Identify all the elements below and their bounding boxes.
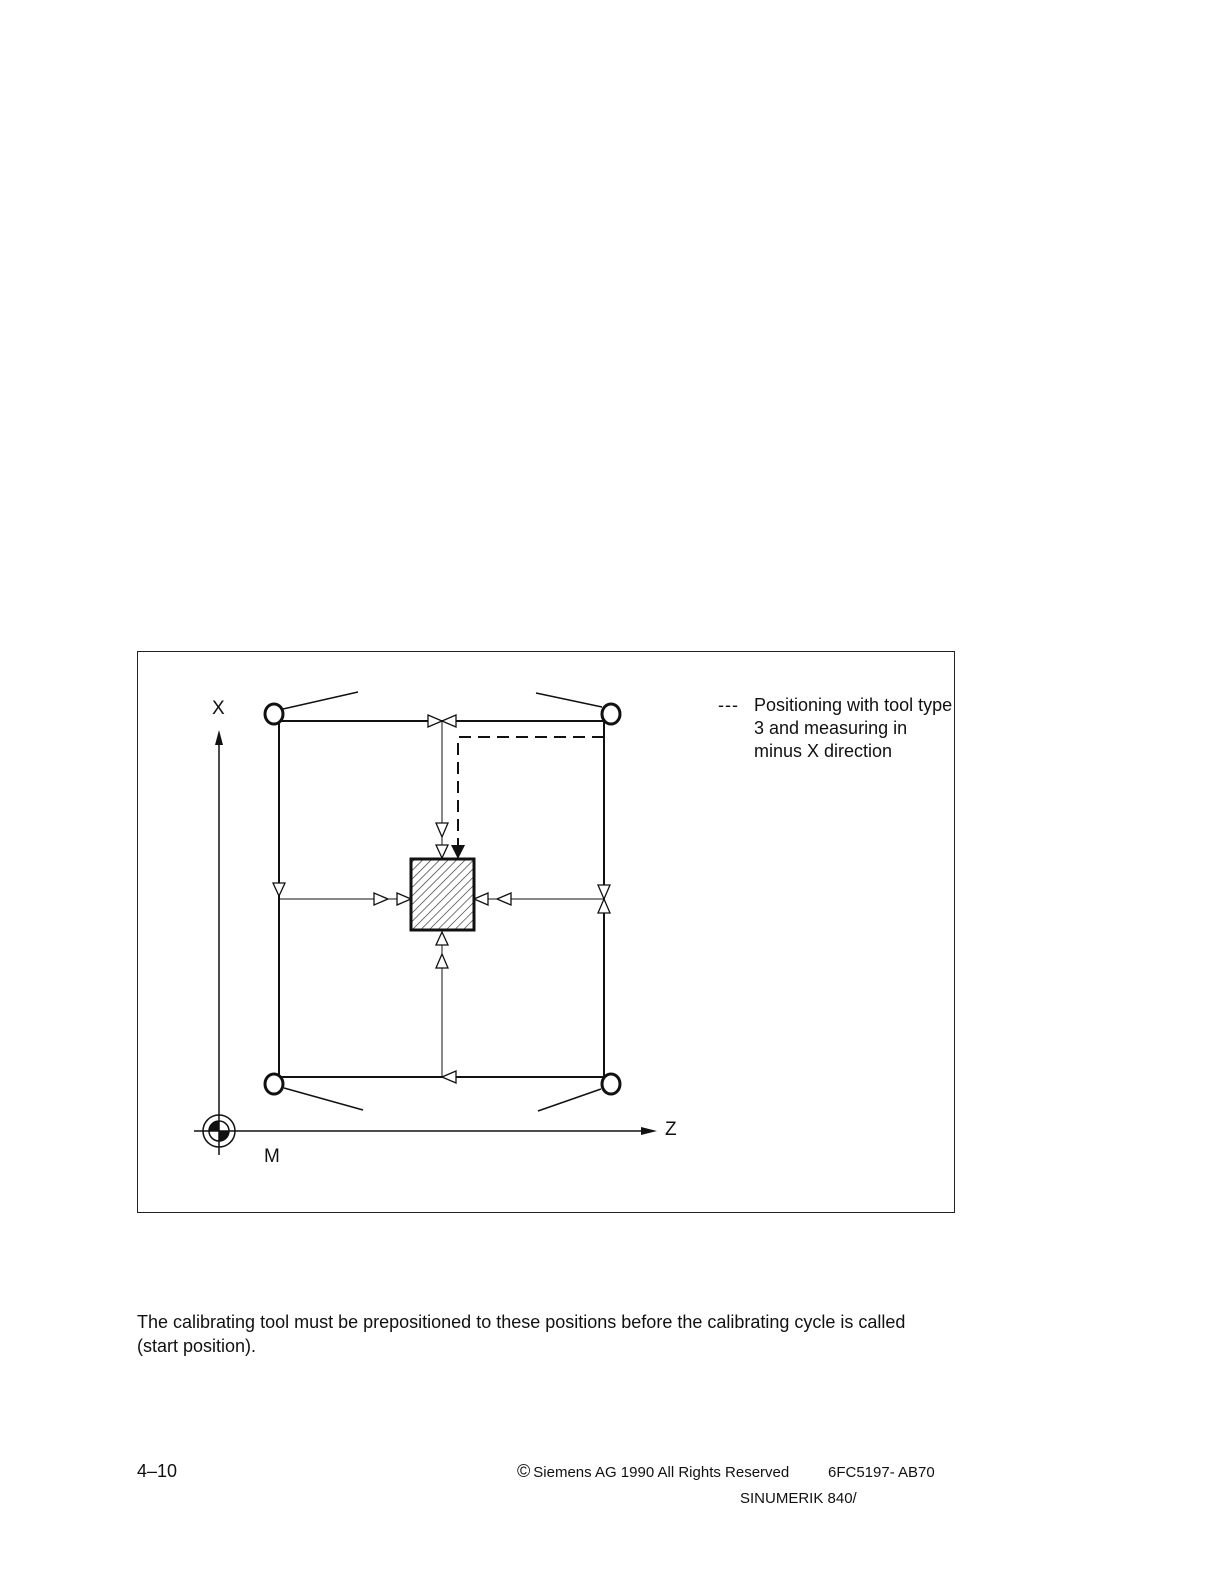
arrow-right-1 [374,893,388,905]
arrow-bottom-edge-left [442,1071,456,1083]
z-axis-label: Z [665,1119,677,1140]
arrow-up-2 [436,954,448,968]
leader-line-top-left [283,692,358,709]
arrow-right-2 [397,893,411,905]
x-axis-arrowhead [215,730,223,745]
filled-measuring-arrow [451,845,465,859]
origin-label: M [264,1146,280,1167]
arrow-left-2 [497,893,511,905]
body-paragraph: The calibrating tool must be prepositioned to these positions before the calibrating cycle is called (start position). [137,1312,906,1356]
arrow-down-2 [436,845,448,858]
order-code: 6FC5197- AB70 [828,1464,935,1481]
calibration-block [411,859,474,930]
leader-line-bottom-right [538,1089,601,1111]
legend-dash-marker: --- [718,695,739,715]
arrow-right-edge-up [598,899,610,913]
copyright-text: Siemens AG 1990 All Rights Reserved [533,1464,790,1481]
arrow-left-edge-down [273,883,285,896]
leader-line-bottom-left [284,1088,363,1110]
corner-position-top-right [602,704,620,724]
copyright-notice [517,1461,789,1482]
arrow-top-edge-left [442,715,456,727]
dashed-positioning-path [458,737,604,846]
arrow-right-edge-down [598,885,610,899]
copyright-symbol: © [517,1461,531,1481]
z-axis-arrowhead [641,1127,657,1135]
arrow-down-1 [436,823,448,837]
x-axis-label: X [212,698,225,719]
arrow-top-edge-right [428,715,442,727]
legend-text: Positioning with tool type 3 and measuring in minus X direction [754,695,953,761]
corner-position-bottom-left [265,1074,283,1094]
corner-position-top-left [265,704,283,724]
leader-line-top-right [536,693,602,707]
page-number: 4–10 [137,1461,178,1481]
arrow-up-1 [436,932,448,945]
arrow-left-1 [474,893,488,905]
product-name: SINUMERIK 840/ [740,1490,857,1507]
corner-position-bottom-right [602,1074,620,1094]
calibration-figure [137,651,955,1213]
